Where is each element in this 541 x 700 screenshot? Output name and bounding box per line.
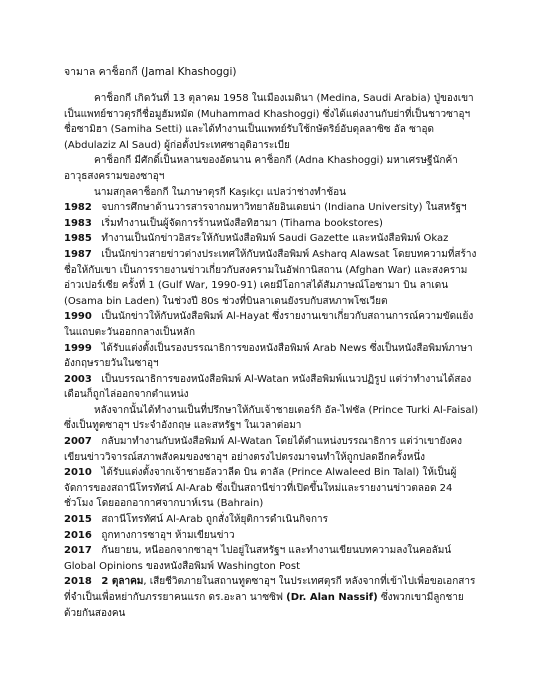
timeline-year: 2010 [64,467,92,479]
timeline-text-b: ซึ่งพวกเขามีลูกชายด้วยกันสองคน [64,592,464,619]
timeline-entry-2015 [64,512,481,528]
bio-paragraph-2: คาช็อกกี มีศักดิ์เป็นหลานของอัดนาน คาช็อกกี (Adna Khashoggi) มหาเศรษฐีนักค้าอาวุธสงครามของซาอุฯ [64,155,458,182]
timeline-entry-1999 [64,341,481,372]
timeline-entry-1982 [64,200,481,216]
timeline-text: เป็นนักข่าวให้กับหนังสือพิมพ์ Al-Hayat ซึ่งรายงานเขาเกี่ยวกับสถานการณ์ความขัดแย้งในแถบตะวันออกกลางเป็นหลัก [64,311,474,338]
timeline-year: 2015 [64,514,92,526]
timeline-entry-2016 [64,528,481,544]
timeline-text: สถานีโทรทัศน์ Al-Arab ถูกสั่งให้ยุติการดำเนินกิจการ [101,514,329,526]
timeline-year: 1985 [64,233,92,245]
timeline-year: 2007 [64,436,92,448]
timeline-text: กันยายน, หนีออกจากซาอุฯ ไปอยู่ในสหรัฐฯ และทำงานเขียนบทความลงในคอลัมน์ Global Opinions ของหนังสือพิมพ์ Washington Post [64,545,452,572]
timeline-entry-1987 [64,247,481,309]
after-2003-paragraph: หลังจากนั้นได้ทำงานเป็นที่ปรึกษาให้กับเจ้าชายเตอร์กิ อัล-ไฟซัล (Prince Turki Al-Faisal) ซึ่งเป็นทูตซาอุฯ ประจำอังกฤษ และสหรัฐฯ ในเวลาต่อมา [64,404,479,432]
date-bold: 2 ตุลาคม [101,576,144,588]
timeline-text: เริ่มทำงานเป็นผู้จัดการร้านหนังสือทิฮามา (Tihama bookstores) [101,217,383,229]
timeline-text: จบการศึกษาด้านวารสารจากมหาวิทยาลัยอินเดยน่า (Indiana University) ในสหรัฐฯ [101,202,467,214]
timeline-year: 2017 [64,545,92,557]
timeline-text: ได้รับแต่งตั้งเป็นรองบรรณาธิการของหนังสือพิมพ์ Arab News ซึ่งเป็นหนังสือพิมพ์ภาษาอังกฤษรายวันในซาอุฯ [64,342,473,370]
name-bold: (Dr. Alan Nassif) [286,592,378,603]
document-title: จามาล คาช็อกกี (Jamal Khashoggi) [64,66,237,78]
timeline-text: เป็นบรรณาธิการของหนังสือพิมพ์ Al-Watan หนังสือพิมพ์แนวปฏิรูป แต่ว่าทำงานได้สองเดือนก็ถูกไล่ออกจากตำแหน่ง [64,373,472,401]
timeline-text: ทำงานเป็นนักข่าวอิสระให้กับหนังสือพิมพ์ Saudi Gazette และหนังสือพิมพ์ Okaz [101,233,449,245]
timeline-year: 1983 [64,217,92,229]
timeline-text: ได้รับแต่งตั้งจากเจ้าชายอัลวาลีด บิน ตาลัล (Prince Alwaleed Bin Talal) ให้เป็นผู้จัดการของสถานีโทรทัศน์ Al-Arab ซึ่งเป็นสถานีข่าวที่เปิดขึ้นใหม่และรายงานข่าวตลอด 24 ชั่วโมง โดยออกอากาศจากบาห์เรน (Bahrain) [64,467,457,510]
timeline-year: 1990 [64,311,92,323]
bio-paragraph-3: นามสกุลคาช็อกกี ในภาษาตุรกี Kaşıkçı แปลว่าช่างทำช้อน [94,186,346,198]
timeline-entry-1983 [64,216,481,232]
timeline-entry-2017 [64,543,481,574]
timeline-text: เป็นนักข่าวสายข่าวต่างประเทศให้กับหนังสือพิมพ์ Asharq Alawsat โดยบทความที่สร้างชื่อให้กับเขา เป็นการรายงานข่าวเกี่ยวกับสงครามในอัฟกานิสถาน (Afghan War) และสงครามอ่าวเปอร์เซีย ครั้งที่ 1 (Gulf War, 1990-91) เคยมีโอกาสได้สัมภาษณ์โอซามา บิน ลาเดน (Osama bin Laden) ในช่วงปี 80s ช่วงที่บินลาเดนยังรบกับสหภาพโซเวียต [64,248,477,307]
bio-paragraph-1: คาช็อกกี เกิดวันที่ 13 ตุลาคม 1958 ในเมืองเมดินา (Medina, Saudi Arabia) ปู่ของเขาเป็นแพทย์ชาวตุรกีชื่อมูฮัมหมัด (Muhammad Khashoggi) ซึ่งได้แต่งงานกับย่าที่เป็นชาวซาอุฯ ชื่อซามิฮา (Samiha Setti) และได้ทำงานเป็นแพทย์รับใช้กษัตริย์อับดุลลาซิซ อัล ซาอุด (Abdulaziz Al Saud) ผู้ก่อตั้งประเทศซาอุดิอาระเบีย [64,93,474,151]
timeline-entry-1990 [64,309,481,340]
timeline-year: 1987 [64,248,92,260]
timeline-entry-2010 [64,465,481,512]
timeline-year: 1999 [64,342,92,354]
timeline-year: 2016 [64,529,92,541]
timeline-year: 2018 [64,576,92,588]
timeline-text-a: , เสียชีวิตภายในสถานทูตซาอุฯ ในประเทศตุรกี หลังจากที่เข้าไปเพื่อขอเอกสารที่จำเป็นเพื่อหย่ากับภรรยาคนแรก ดร.อะลา นาซซิฟ [64,576,476,603]
timeline-entry-2018 [64,574,481,621]
timeline-entry-1985 [64,231,481,247]
timeline-entry-2007 [64,434,481,465]
timeline-year: 2003 [64,373,92,385]
timeline-text: ถูกทางการซาอุฯ ห้ามเขียนข่าว [101,529,235,541]
timeline-year: 1982 [64,202,92,214]
timeline-entry-2003 [64,372,481,403]
timeline-text: กลับมาทำงานกับหนังสือพิมพ์ Al-Watan โดยได้ตำแหน่งบรรณาธิการ แต่ว่าเขายังคงเขียนข่าววิจารณ์สภาพสังคมของซาอุฯ อย่างตรงไปตรงมาจนทำให้ถูกปลดอีกครั้งหนึ่ง [64,436,462,463]
